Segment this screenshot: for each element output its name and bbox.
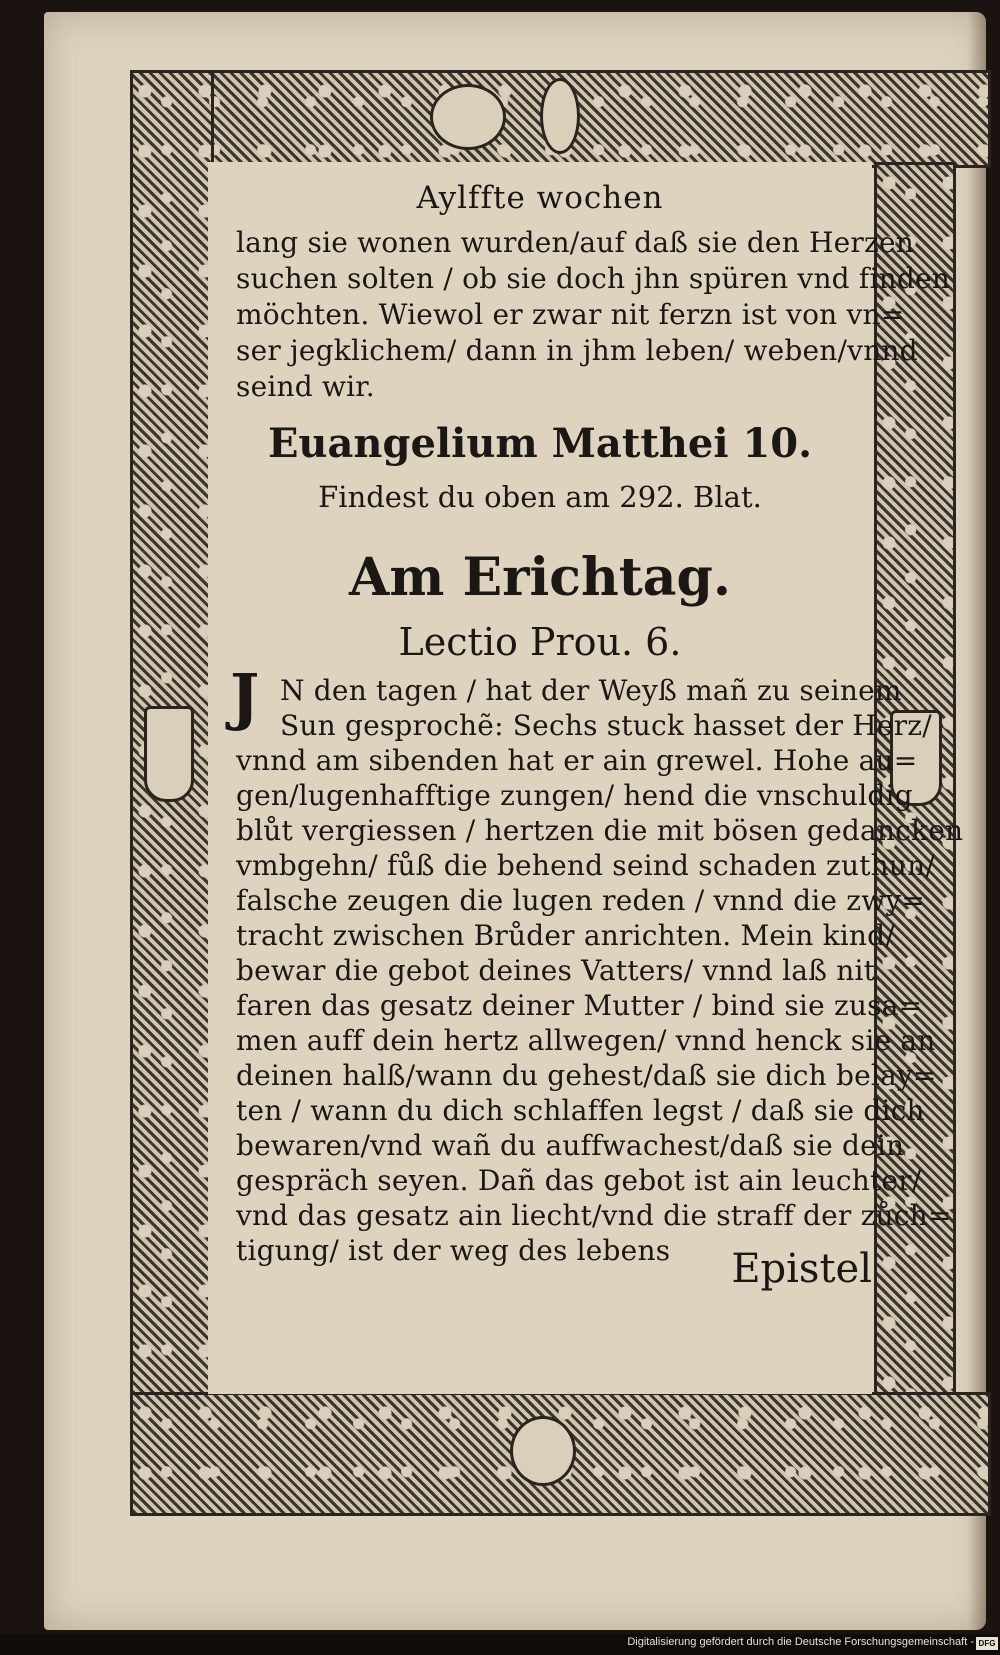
gospel-reference: Findest du oben am 292. Blat. xyxy=(318,480,762,514)
dfg-note: Digitalisierung gefördert durch die Deutsche Forschungsgemeinschaft - xyxy=(627,1636,974,1648)
text-line: N den tagen / hat der Weyß mañ zu seinem xyxy=(280,674,902,707)
text-line: vmbgehn/ fůß die behend seind schaden zuthun/ xyxy=(236,849,936,882)
text-line: bewaren/vnd wañ du auffwachest/daß sie dein xyxy=(236,1129,905,1162)
ornament-scroll xyxy=(430,84,506,150)
ornament-oval xyxy=(540,78,580,154)
text-line: suchen solten / ob sie doch jhn spüren vnd finden xyxy=(236,262,950,295)
text-line: vnnd am sibenden hat er ain grewel. Hohe au= xyxy=(236,744,918,777)
text-block xyxy=(208,162,964,1394)
day-heading: Am Erichtag. xyxy=(349,547,731,608)
text-line: falsche zeugen die lugen reden / vnnd die zwy= xyxy=(236,884,926,917)
lectio-heading: Lectio Prou. 6. xyxy=(398,620,682,664)
text-line: blůt vergiessen / hertzen die mit bösen gedancken xyxy=(236,814,964,847)
catchword: Epistel xyxy=(731,1246,872,1292)
ornament-cherub-face xyxy=(510,1416,576,1486)
ornament-shield xyxy=(144,706,194,802)
text-line: seind wir. xyxy=(236,370,375,403)
gospel-heading: Euangelium Matthei 10. xyxy=(267,420,813,467)
text-line: gen/lugenhafftige zungen/ hend die vnschuldig xyxy=(236,779,913,812)
text-line: ser jegklichem/ dann in jhm leben/ weben/vnnd xyxy=(236,334,918,367)
text-line: Sun gesprochẽ: Sechs stuck hasset der Herz/ xyxy=(280,709,932,742)
text-line: gespräch seyen. Dañ das gebot ist ain leuchter/ xyxy=(236,1164,922,1197)
text-line: möchten. Wiewol er zwar nit ferzn ist von vn= xyxy=(236,298,905,331)
text-line: lang sie wonen wurden/auf daß sie den Herzen xyxy=(236,226,914,259)
initial-letter: J xyxy=(230,660,260,733)
footer-bar xyxy=(0,1634,1000,1655)
text-line: faren das gesatz deiner Mutter / bind sie zusa= xyxy=(236,989,923,1022)
text-line: tracht zwischen Brůder anrichten. Mein kind/ xyxy=(236,919,895,952)
text-line: ten / wann du dich schlaffen legst / daß sie dich xyxy=(236,1094,925,1127)
text-line: vnd das gesatz ain liecht/vnd die straff der zůch= xyxy=(236,1199,952,1232)
text-line: tigung/ ist der weg des lebens xyxy=(236,1234,671,1267)
running-head: Aylffte wochen xyxy=(416,180,664,216)
dfg-logo-icon: DFG xyxy=(976,1637,998,1650)
text-line: deinen halß/wann du gehest/daß sie dich belay= xyxy=(236,1059,937,1092)
text-line: bewar die gebot deines Vatters/ vnnd laß nit xyxy=(236,954,876,987)
text-line: men auff dein hertz allwegen/ vnnd henck sie an xyxy=(236,1024,936,1057)
